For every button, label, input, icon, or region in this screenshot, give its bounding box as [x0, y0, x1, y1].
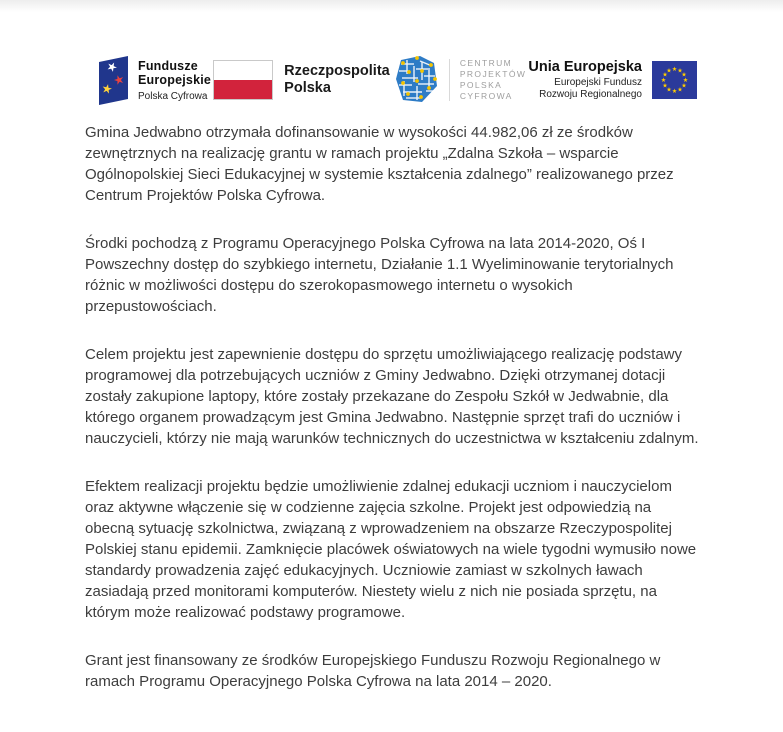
cppc-line1: CENTRUM	[459, 58, 513, 68]
paragraph-project-effect: Efektem realizacji projektu będzie umożliwienie zdalnej edukacji uczniom i nauczycielom oraz aktywne włączenie się w codzienne zajęcia szkolne. Projekt jest odpowiedzią na obecną sytuację szkolnictwa, związaną z wprowadzeniem na obszarze Rzeczypospolitej Polskiej stanu epidemii. Zamknięcie placówek oświatowych na wiele tygodni wymusiło nowe standardy prowadzenia zajęć edukacyjnych. Uczniowie zamiast w szkolnych ławach zasiadają przed monitorami komputerów. Niestety wielu z nich nie posiada sprzętu, na którym może realizować podstawy programowe.	[85, 478, 697, 621]
poland-flag-icon	[213, 60, 273, 100]
paragraph-project-goal: Celem projektu jest zapewnienie dostępu do sprzętu umożliwiającego realizację podstawy programowej dla potrzebujących uczniów z Gminy Jedwabno. Dzięki otrzymanej dotacji zostały zakupione laptopy, które zostały przekazane do Zespołu Szkół w Jedwabnie, dla którego organem prowadzącym jest Gmina Jedwabno. Następnie sprzęt trafi do uczniów i nauczycieli, którzy nie mają warunków technicznych do uczestnictwa w kształceniu zdalnym.	[85, 346, 699, 447]
rzeczpospolita-text	[284, 63, 390, 97]
logo-rzeczpospolita-polska	[213, 60, 390, 100]
unia-title: Unia Europejska	[528, 59, 642, 75]
paragraph-grant-financing: Grant jest finansowany ze środków Europejskiego Funduszu Rozwoju Regionalnego w ramach Programu Operacyjnego Polska Cyfrowa na lata 2014 – 2020.	[85, 652, 661, 690]
unia-sub-line1: Europejski Fundusz	[554, 77, 642, 88]
paragraph-funding-source: Środki pochodzą z Programu Operacyjnego Polska Cyfrowa na lata 2014-2020, Oś I Powszechny dostęp do szybkiego internetu, Działanie 1.1 Wyeliminowanie terytorialnych różnic w możliwości dostępu do szerokopasmowego internetu o wysokich przepustowościach.	[85, 235, 674, 315]
rzeczpospolita-line2: Polska	[284, 80, 331, 96]
unia-sub-line2: Rozwoju Regionalnego	[539, 89, 642, 100]
fundusze-title-line2: Europejskie	[138, 72, 212, 87]
eu-flag-icon	[652, 61, 697, 99]
paragraph-funding-intro: Gmina Jedwabno otrzymała dofinansowanie w wysokości 44.982,06 zł ze środków zewnętrznych na realizację grantu w ramach projektu „Zdalna Szkoła – wsparcie Ogólnopolskiej Sieci Edukacyjnej w systemie kształcenia zdalnego” realizowanego przez Centrum Projektów Polska Cyfrowa.	[85, 124, 674, 204]
logo-fundusze-europejskie	[97, 54, 211, 106]
fundusze-europejskie-text	[138, 59, 211, 102]
cppc-line4: CYFROWA	[459, 91, 513, 101]
cppc-line3: POLSKA	[459, 80, 503, 90]
rzeczpospolita-line1: Rzeczpospolita	[284, 63, 390, 79]
fundusze-title-line1: Fundusze	[138, 58, 198, 73]
cppc-line2: PROJEKTÓW	[459, 69, 527, 79]
cppc-divider	[449, 59, 450, 101]
cppc-emblem-icon	[392, 54, 439, 106]
unia-europejska-text	[528, 59, 642, 101]
fundusze-subtitle: Polska Cyfrowa	[138, 90, 208, 102]
eu-funding-logo-banner	[85, 52, 703, 108]
content-column	[85, 0, 703, 719]
article-body	[85, 122, 703, 692]
logo-centrum-projektow-polska-cyfrowa	[392, 54, 526, 106]
fundusze-europejskie-flag-icon	[97, 54, 130, 106]
cppc-text	[460, 58, 526, 102]
logo-unia-europejska	[528, 59, 697, 101]
